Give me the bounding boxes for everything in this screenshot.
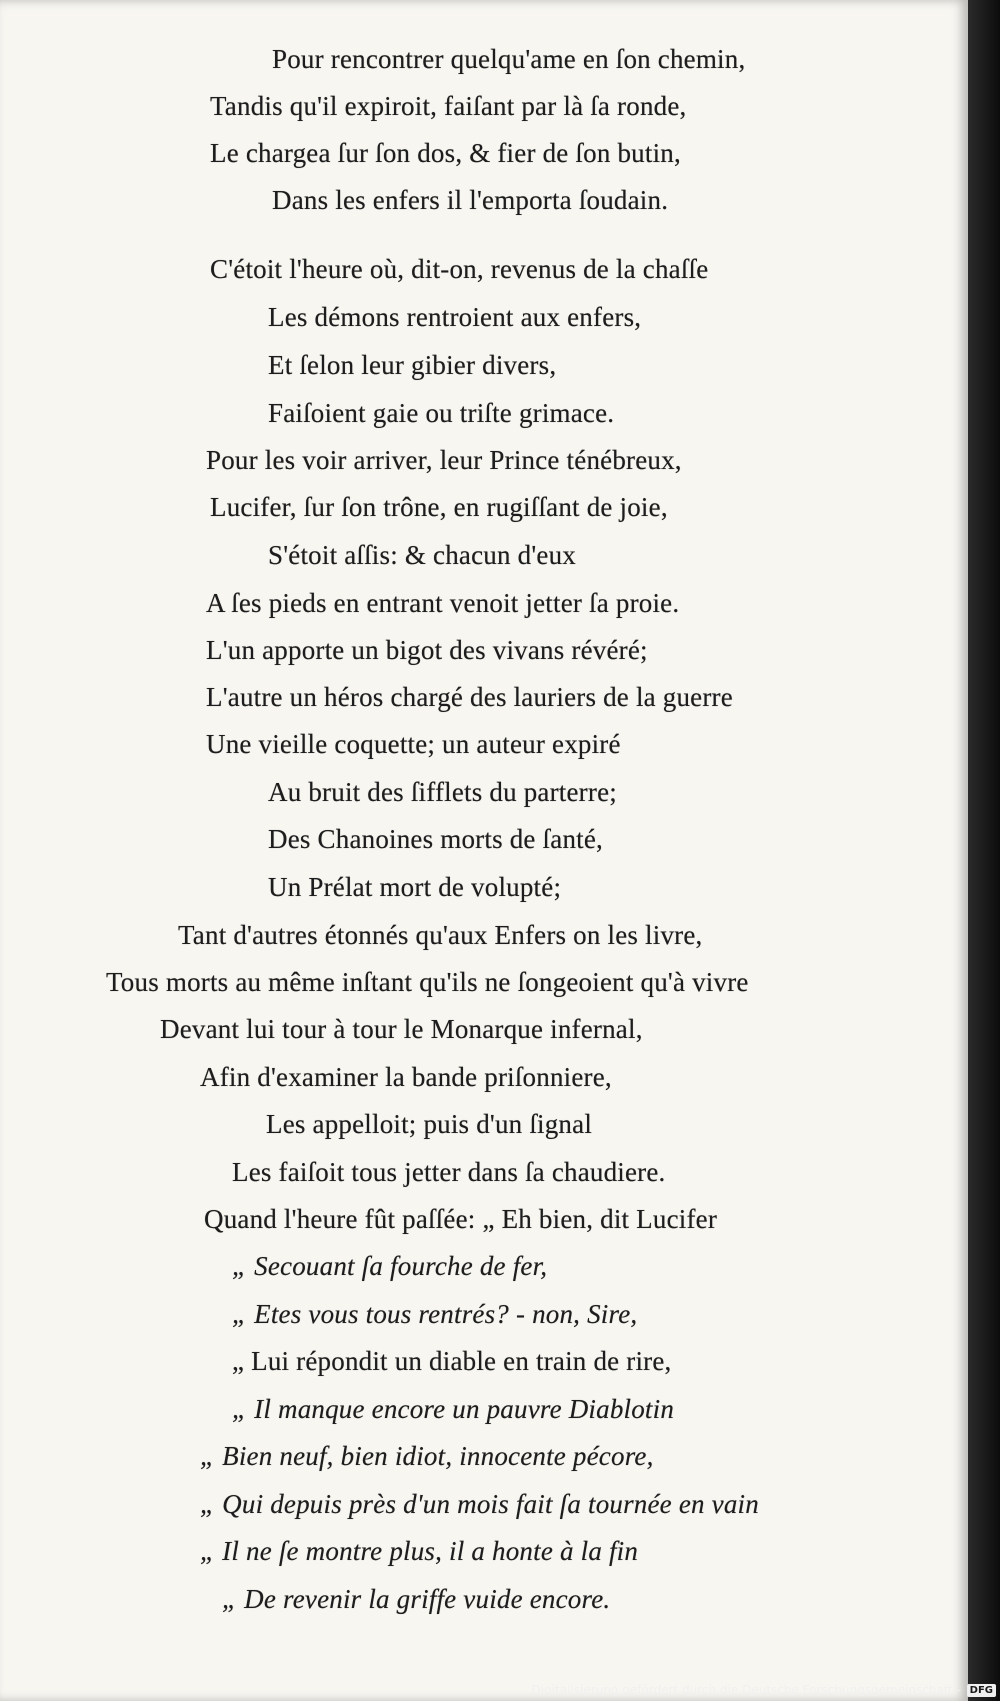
poem-line: Dans les enfers il l'emporta ſoudain.: [272, 185, 669, 215]
poem-line: „ Etes vous tous rentrés? - non, Sire,: [232, 1299, 638, 1329]
poem-line: Des Chanoines morts de ſanté,: [268, 824, 603, 854]
poem-line: Un Prélat mort de volupté;: [268, 872, 562, 902]
dfg-logo: DFG: [967, 1684, 996, 1697]
poem-line: L'autre un héros chargé des lauriers de la guerre: [206, 682, 733, 712]
poem-line: Afin d'examiner la bande priſonniere,: [200, 1062, 612, 1092]
page-gutter: [968, 0, 1000, 1701]
poem-line: „ De revenir la griffe vuide encore.: [222, 1584, 611, 1614]
poem-line: „ Il manque encore un pauvre Diablotin: [232, 1394, 675, 1424]
poem-line: Les démons rentroient aux enfers,: [268, 302, 642, 332]
credit-text: Digitalisierung gefördert durch die Deutsche Forschungsgemeinschaft -: [531, 1683, 961, 1697]
poem-line: Lucifer, ſur ſon trône, en rugiſſant de joie,: [210, 492, 668, 522]
poem-line: „ Il ne ſe montre plus, il a honte à la fin: [200, 1536, 639, 1566]
poem-line: „ Qui depuis près d'un mois fait ſa tournée en vain: [200, 1489, 759, 1519]
poem-line: „ Bien neuf, bien idiot, innocente pécore,: [200, 1441, 654, 1471]
poem-line: Devant lui tour à tour le Monarque infernal,: [160, 1014, 643, 1044]
poem-line: Une vieille coquette; un auteur expiré: [206, 729, 621, 759]
poem-line: Au bruit des ſifflets du parterre;: [268, 777, 617, 807]
poem-line: C'étoit l'heure où, dit-on, revenus de la chaſſe: [210, 254, 709, 284]
digitization-credit: [532, 1683, 1000, 1697]
poem-line: S'étoit aſſis: & chacun d'eux: [268, 540, 576, 570]
poem-line: Le chargea ſur ſon dos, & fier de ſon butin,: [210, 138, 681, 168]
poem-line: A ſes pieds en entrant venoit jetter ſa proie.: [206, 588, 680, 618]
poem-line: L'un apporte un bigot des vivans révéré;: [206, 635, 648, 665]
poem-line: Faiſoient gaie ou triſte grimace.: [268, 398, 615, 428]
poem-line: Tous morts au même inſtant qu'ils ne ſongeoient qu'à vivre: [106, 967, 749, 997]
poem-line: Tant d'autres étonnés qu'aux Enfers on les livre,: [178, 920, 703, 950]
poem-line: Tandis qu'il expiroit, faiſant par là ſa ronde,: [210, 91, 687, 121]
poem-line: Et ſelon leur gibier divers,: [268, 350, 557, 380]
poem-line: Les faiſoit tous jetter dans ſa chaudiere.: [232, 1157, 666, 1187]
poem-line: Pour rencontrer quelqu'ame en ſon chemin,: [272, 44, 746, 74]
poem-line: Pour les voir arriver, leur Prince ténébreux,: [206, 445, 682, 475]
poem-line: Quand l'heure fût paſſée: „ Eh bien, dit Lucifer: [204, 1204, 718, 1234]
poem-line: „ Lui répondit un diable en train de rire,: [232, 1346, 672, 1376]
poem-line: „ Secouant ſa fourche de fer,: [232, 1251, 548, 1281]
poem-line: Les appelloit; puis d'un ſignal: [266, 1109, 593, 1139]
